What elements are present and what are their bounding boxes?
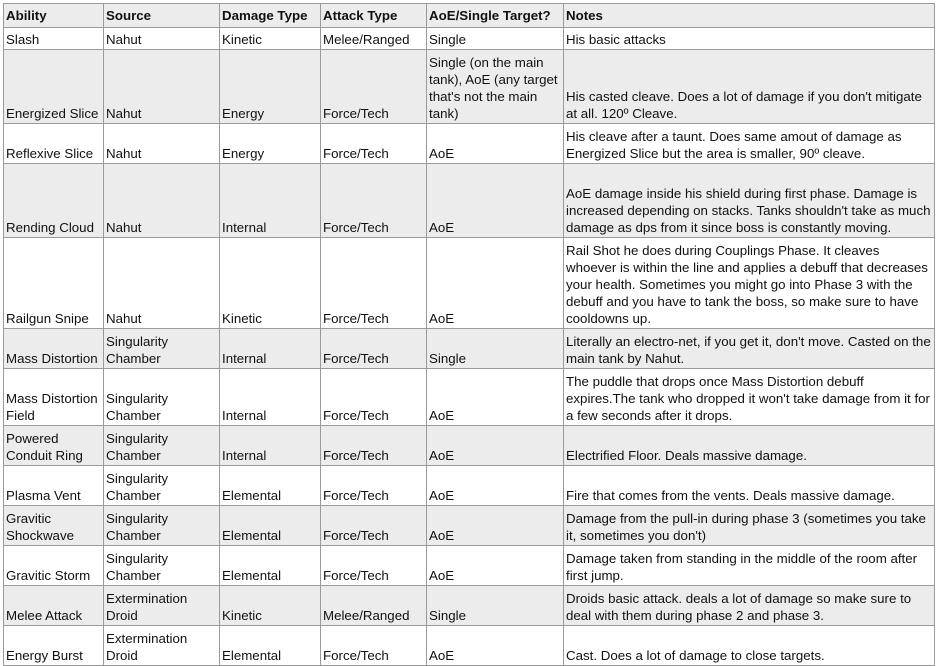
notes-cell: Literally an electro-net, if you get it, don't move. Casted on the main tank by Nahut. <box>564 329 935 369</box>
table-row <box>4 506 935 546</box>
target-cell: AoE <box>427 546 564 586</box>
source-cell: Nahut <box>104 164 220 238</box>
target-cell: AoE <box>427 238 564 329</box>
ability-cell: Gravitic Shockwave <box>4 506 104 546</box>
notes-cell: His basic attacks <box>564 28 935 50</box>
source-cell: Singularity Chamber <box>104 369 220 426</box>
source-cell: Nahut <box>104 28 220 50</box>
damage-type-cell: Energy <box>220 124 321 164</box>
ability-cell: Energy Burst <box>4 626 104 666</box>
ability-cell: Reflexive Slice <box>4 124 104 164</box>
ability-cell: Gravitic Storm <box>4 546 104 586</box>
target-cell: Single (on the main tank), AoE (any target that's not the main tank) <box>427 50 564 124</box>
target-cell: AoE <box>427 426 564 466</box>
damage-type-cell: Energy <box>220 50 321 124</box>
table-row <box>4 369 935 426</box>
source-cell: Singularity Chamber <box>104 546 220 586</box>
ability-cell: Railgun Snipe <box>4 238 104 329</box>
attack-type-cell: Force/Tech <box>321 124 427 164</box>
target-cell: AoE <box>427 626 564 666</box>
notes-cell: The puddle that drops once Mass Distortion debuff expires.The tank who dropped it won't take damage from it for a few seconds after it drops. <box>564 369 935 426</box>
notes-cell: Damage taken from standing in the middle of the room after first jump. <box>564 546 935 586</box>
damage-type-cell: Kinetic <box>220 28 321 50</box>
target-cell: Single <box>427 329 564 369</box>
damage-type-cell: Elemental <box>220 546 321 586</box>
notes-cell: Cast. Does a lot of damage to close targets. <box>564 626 935 666</box>
target-cell: AoE <box>427 164 564 238</box>
attack-type-cell: Melee/Ranged <box>321 586 427 626</box>
target-cell: AoE <box>427 124 564 164</box>
table-row <box>4 164 935 238</box>
damage-type-cell: Internal <box>220 164 321 238</box>
source-cell: Extermination Droid <box>104 586 220 626</box>
source-cell: Extermination Droid <box>104 626 220 666</box>
table-row <box>4 238 935 329</box>
ability-cell: Plasma Vent <box>4 466 104 506</box>
attack-type-cell: Force/Tech <box>321 426 427 466</box>
header-target: AoE/Single Target? <box>427 4 564 28</box>
header-row <box>4 4 935 28</box>
target-cell: AoE <box>427 506 564 546</box>
attack-type-cell: Force/Tech <box>321 626 427 666</box>
source-cell: Singularity Chamber <box>104 466 220 506</box>
notes-cell: Electrified Floor. Deals massive damage. <box>564 426 935 466</box>
attack-type-cell: Force/Tech <box>321 506 427 546</box>
target-cell: Single <box>427 586 564 626</box>
damage-type-cell: Internal <box>220 369 321 426</box>
ability-cell: Mass Distortion <box>4 329 104 369</box>
damage-type-cell: Internal <box>220 329 321 369</box>
source-cell: Singularity Chamber <box>104 329 220 369</box>
notes-cell: Damage from the pull-in during phase 3 (sometimes you take it, sometimes you don't) <box>564 506 935 546</box>
target-cell: Single <box>427 28 564 50</box>
notes-cell: Fire that comes from the vents. Deals massive damage. <box>564 466 935 506</box>
ability-cell: Mass Distortion Field <box>4 369 104 426</box>
attack-type-cell: Force/Tech <box>321 238 427 329</box>
source-cell: Nahut <box>104 238 220 329</box>
target-cell: AoE <box>427 466 564 506</box>
header-notes: Notes <box>564 4 935 28</box>
notes-cell: His cleave after a taunt. Does same amout of damage as Energized Slice but the area is smaller, 90º cleave. <box>564 124 935 164</box>
notes-cell: AoE damage inside his shield during first phase. Damage is increased depending on stacks. Tanks shouldn't take as much damage as dps from it since boss is constantly moving. <box>564 164 935 238</box>
attack-type-cell: Force/Tech <box>321 546 427 586</box>
header-attack-type: Attack Type <box>321 4 427 28</box>
attack-type-cell: Force/Tech <box>321 466 427 506</box>
attack-type-cell: Force/Tech <box>321 329 427 369</box>
source-cell: Singularity Chamber <box>104 506 220 546</box>
attack-type-cell: Melee/Ranged <box>321 28 427 50</box>
ability-cell: Powered Conduit Ring <box>4 426 104 466</box>
table-row <box>4 329 935 369</box>
notes-cell: His casted cleave. Does a lot of damage if you don't mitigate at all. 120º Cleave. <box>564 50 935 124</box>
source-cell: Singularity Chamber <box>104 426 220 466</box>
table-row <box>4 124 935 164</box>
table-row <box>4 50 935 124</box>
target-cell: AoE <box>427 369 564 426</box>
damage-type-cell: Elemental <box>220 626 321 666</box>
attack-type-cell: Force/Tech <box>321 50 427 124</box>
attack-type-cell: Force/Tech <box>321 369 427 426</box>
table-row <box>4 466 935 506</box>
damage-type-cell: Kinetic <box>220 586 321 626</box>
header-ability: Ability <box>4 4 104 28</box>
ability-cell: Slash <box>4 28 104 50</box>
table-row <box>4 28 935 50</box>
ability-cell: Energized Slice <box>4 50 104 124</box>
table-row <box>4 586 935 626</box>
damage-type-cell: Elemental <box>220 466 321 506</box>
ability-cell: Melee Attack <box>4 586 104 626</box>
source-cell: Nahut <box>104 124 220 164</box>
ability-cell: Rending Cloud <box>4 164 104 238</box>
damage-type-cell: Kinetic <box>220 238 321 329</box>
notes-cell: Rail Shot he does during Couplings Phase. It cleaves whoever is within the line and applies a debuff that decreases your health. Sometimes you might go into Phase 3 with the debuff and you have to tank the boss, so make sure to have cooldowns up. <box>564 238 935 329</box>
table-row <box>4 426 935 466</box>
source-cell: Nahut <box>104 50 220 124</box>
damage-type-cell: Internal <box>220 426 321 466</box>
table-row <box>4 546 935 586</box>
header-damage-type: Damage Type <box>220 4 321 28</box>
header-source: Source <box>104 4 220 28</box>
attack-type-cell: Force/Tech <box>321 164 427 238</box>
table-row <box>4 626 935 666</box>
abilities-table <box>3 3 935 666</box>
notes-cell: Droids basic attack. deals a lot of damage so make sure to deal with them during phase 2 and phase 3. <box>564 586 935 626</box>
damage-type-cell: Elemental <box>220 506 321 546</box>
